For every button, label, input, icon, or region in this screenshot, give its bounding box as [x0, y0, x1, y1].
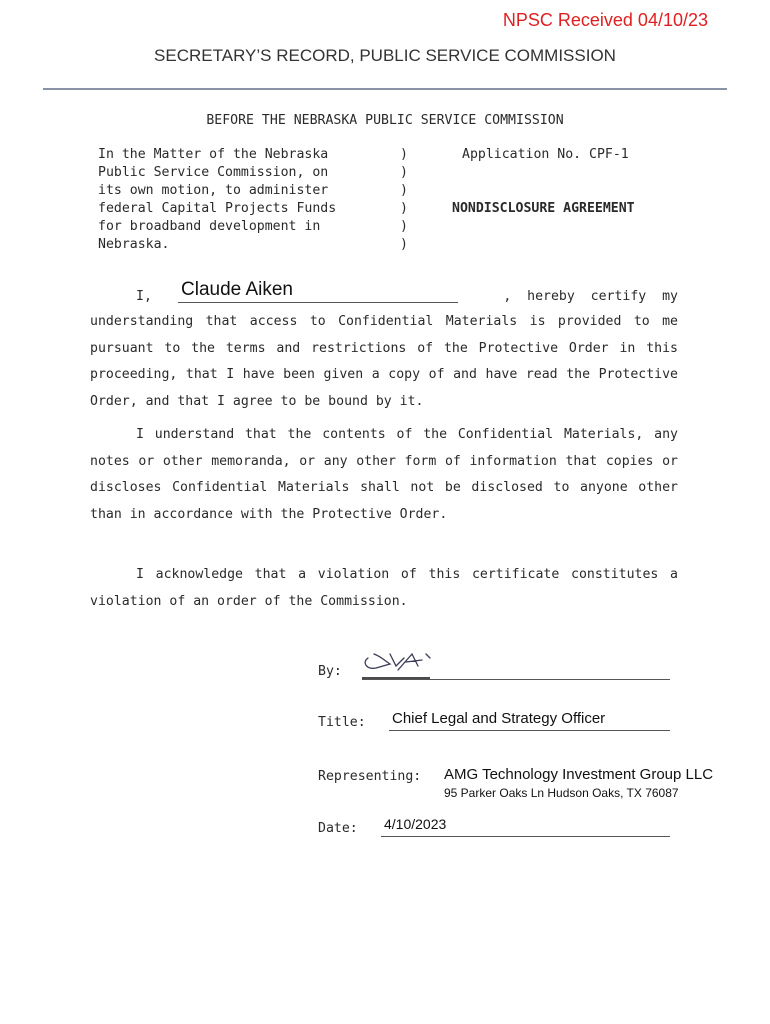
representing-label: Representing:: [318, 769, 422, 784]
date-underline: [381, 836, 670, 837]
representing-value: AMG Technology Investment Group LLC: [444, 766, 714, 783]
received-stamp: NPSC Received 04/10/23: [502, 10, 708, 30]
caption-paren: ): [400, 147, 408, 162]
cert-prefix: I,: [136, 289, 152, 304]
title-label: Title:: [318, 715, 366, 730]
title-underline: [389, 730, 670, 731]
caption-line: In the Matter of the Nebraska: [98, 147, 329, 162]
paragraph-confidentiality: I understand that the contents of the Confidential Materials, any notes or other memoranda, or any other form of information that copies or discloses Confidential Materials shall not be disclosed to anyone other than in accordance with the Protective Order.: [90, 427, 678, 522]
caption-paren: ): [400, 165, 408, 180]
commission-heading: BEFORE THE NEBRASKA PUBLIC SERVICE COMMISSION: [206, 113, 564, 128]
page-header-title: SECRETARY’S RECORD, PUBLIC SERVICE COMMISSION: [154, 46, 616, 65]
caption-paren: ): [400, 183, 408, 198]
caption-line: federal Capital Projects Funds: [98, 201, 337, 216]
cert-hereby: , hereby certify my: [503, 289, 678, 304]
caption-line: for broadband development in: [98, 219, 321, 234]
caption-line: Public Service Commission, on: [98, 165, 329, 180]
title-value: Chief Legal and Strategy Officer: [392, 710, 606, 727]
certification-body: understanding that access to Confidential Materials is provided to me pursuant to the terms and restrictions of the Protective Order in this proceeding, that I have been given a copy of and have read the Protective Order, and that I agree to be bound by it.: [90, 314, 678, 409]
agreement-title: NONDISCLOSURE AGREEMENT: [452, 201, 635, 216]
caption-paren: ): [400, 237, 408, 252]
header-divider: [43, 88, 727, 90]
date-value: 4/10/2023: [384, 816, 447, 832]
caption-line: its own motion, to administer: [98, 183, 329, 198]
caption-paren: ): [400, 219, 408, 234]
paragraph-acknowledgment: I acknowledge that a violation of this certificate constitutes a violation of an order of the Commission.: [90, 567, 678, 609]
certifier-name: Claude Aiken: [181, 279, 293, 300]
date-label: Date:: [318, 821, 358, 836]
by-label: By:: [318, 664, 342, 679]
name-underline: [178, 302, 458, 303]
signature-image: [360, 648, 440, 680]
caption-paren: ): [400, 201, 408, 216]
caption-line: Nebraska.: [98, 237, 170, 252]
representing-address: 95 Parker Oaks Ln Hudson Oaks, TX 76087: [444, 786, 679, 800]
application-number: Application No. CPF-1: [462, 147, 629, 162]
by-underline: [362, 679, 670, 680]
